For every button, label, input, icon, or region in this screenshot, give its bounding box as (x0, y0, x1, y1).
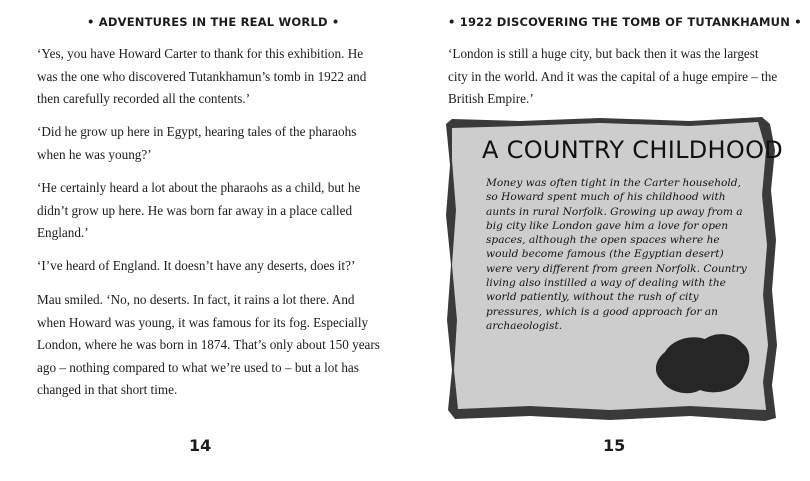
right-paragraph: ‘London is still a huge city, but back then it was the largest city in the world. And it was the capital of a huge empire – the British Empire.’ (448, 46, 778, 106)
left-running-header: • ADVENTURES IN THE REAL WORLD • (87, 15, 340, 29)
right-page-number: 15 (603, 436, 626, 455)
left-paragraph-1: ‘Yes, you have Howard Carter to thank for this exhibition. He was the one who discovered Tutankhamun’s tomb in 1922 and then carefully recorded all the contents.’ (37, 46, 367, 106)
box-text: Money was often tight in the Carter household, so Howard spent much of his childhood with aunts in rural Norfolk. Growing up away from a big city like London gave him a love for open spaces, although the open spaces where he would become famous (the Egyptian desert) were very different from green Norfolk. Country living also instilled a way of dealing with the world patiently, without the rush of city pressures, which is a good approach for an archaeologist. (486, 177, 747, 332)
box-title: A COUNTRY CHILDHOOD (482, 136, 784, 164)
left-paragraph-3: ‘He certainly heard a lot about the pharaohs as a child, but he didn’t grow up here. He was born far away in a place called England.’ (37, 180, 361, 240)
left-paragraph-5: Mau smiled. ‘No, no deserts. In fact, it rains a lot there. And when Howard was young, it was famous for its fog. Especially London, where he was born in 1874. That’s only about 150 years ago – nothing compared to what we’re used to – but a lot has changed in that short time. (37, 292, 380, 397)
left-paragraph-2: ‘Did he grow up here in Egypt, hearing tales of the pharaohs when he was young?’ (37, 124, 357, 162)
left-paragraph-4: ‘I’ve heard of England. It doesn’t have any deserts, does it?’ (37, 258, 356, 273)
left-page-number: 14 (189, 436, 212, 455)
right-running-header: • 1922 DISCOVERING THE TOMB OF TUTANKHAMUN • (448, 15, 802, 29)
